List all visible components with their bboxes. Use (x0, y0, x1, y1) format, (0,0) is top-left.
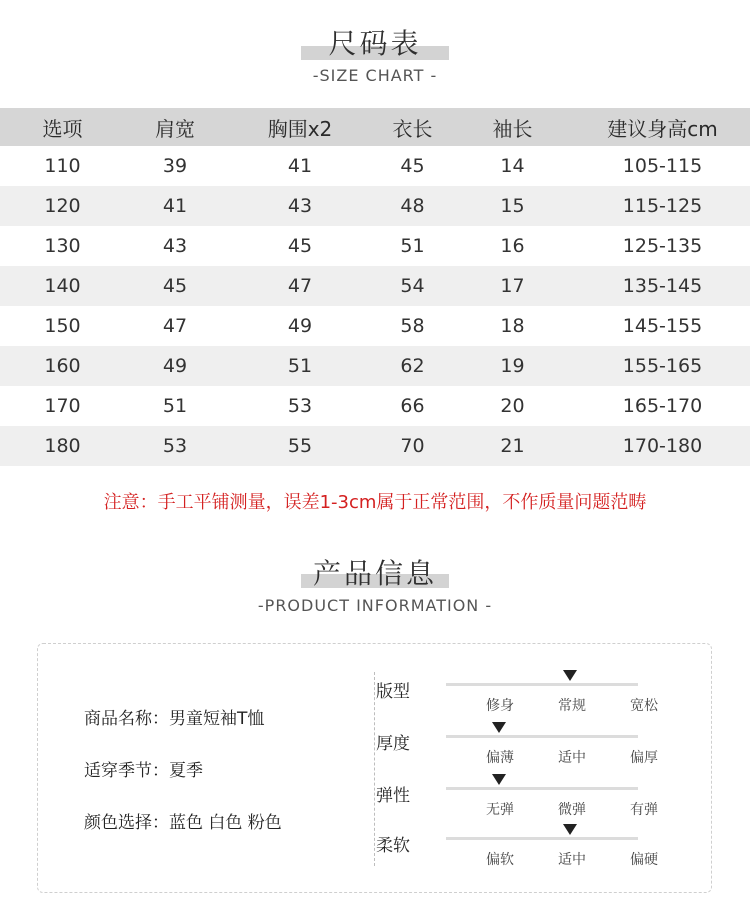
scale-label: 版型 (376, 682, 410, 702)
table-row (0, 146, 750, 186)
scale-option: 适中 (558, 750, 586, 766)
table-row (0, 186, 750, 226)
table-row (0, 386, 750, 426)
table-cell: 47 (162, 315, 188, 337)
scale-marker-icon (492, 774, 506, 785)
table-cell: 130 (44, 235, 81, 257)
scale-option: 有弹 (630, 802, 658, 818)
scale-option: 偏厚 (630, 750, 658, 766)
column-header: 胸围x2 (267, 116, 333, 141)
product-colors: 颜色选择：蓝色 白色 粉色 (84, 813, 282, 833)
table-cell: 155-165 (622, 355, 703, 377)
table-cell: 41 (162, 195, 188, 217)
scale-option: 无弹 (486, 802, 514, 818)
scale-label: 厚度 (376, 734, 410, 754)
table-cell: 135-145 (622, 275, 703, 297)
table-cell: 49 (287, 315, 313, 337)
table-cell: 48 (400, 195, 425, 217)
product-info-title: 产品信息 (312, 557, 437, 590)
table-cell: 58 (400, 315, 425, 337)
product-info-subtitle: -PRODUCT INFORMATION - (257, 596, 493, 615)
table-cell: 115-125 (622, 195, 703, 217)
product-info-heading (0, 552, 750, 615)
table-cell: 20 (500, 395, 525, 417)
table-row (0, 426, 750, 466)
scale-option: 偏硬 (630, 852, 658, 868)
scale-track (446, 787, 638, 790)
column-header: 建议身高cm (607, 116, 718, 141)
table-cell: 180 (44, 435, 81, 457)
table-cell: 19 (500, 355, 525, 377)
table-cell: 45 (162, 275, 188, 297)
column-header: 衣长 (392, 116, 433, 141)
product-details (84, 704, 282, 860)
table-cell: 53 (162, 435, 188, 457)
scale-option: 宽松 (630, 698, 658, 714)
size-chart-heading (0, 22, 750, 85)
scale-track (446, 683, 638, 686)
scale-label: 柔软 (376, 836, 410, 856)
table-cell: 160 (44, 355, 81, 377)
size-chart-title: 尺码表 (328, 27, 422, 60)
vertical-divider (374, 672, 375, 866)
table-cell: 170 (44, 395, 81, 417)
table-cell: 14 (500, 155, 525, 177)
table-row (0, 266, 750, 306)
table-cell: 62 (400, 355, 425, 377)
table-cell: 16 (500, 235, 525, 257)
product-season: 适穿季节：夏季 (84, 761, 203, 781)
table-cell: 53 (287, 395, 313, 417)
table-cell: 41 (287, 155, 313, 177)
table-cell: 51 (162, 395, 188, 417)
scale-marker-icon (563, 824, 577, 835)
table-cell: 55 (287, 435, 313, 457)
table-row (0, 226, 750, 266)
table-cell: 165-170 (622, 395, 703, 417)
scale-option: 适中 (558, 852, 586, 868)
table-cell: 17 (500, 275, 525, 297)
scale-option: 微弹 (558, 802, 586, 818)
table-row (0, 306, 750, 346)
table-cell: 49 (162, 355, 188, 377)
scale-track (446, 837, 638, 840)
table-cell: 150 (44, 315, 81, 337)
size-table (0, 108, 750, 466)
scale-thickness (376, 729, 666, 769)
product-name: 商品名称：男童短袖T恤 (84, 709, 265, 729)
column-header: 肩宽 (155, 116, 195, 141)
table-cell: 140 (44, 275, 81, 297)
table-cell: 54 (400, 275, 425, 297)
size-chart-subtitle: -SIZE CHART - (312, 66, 438, 85)
scale-option: 偏软 (486, 852, 514, 868)
table-cell: 43 (287, 195, 313, 217)
table-header-row (0, 108, 750, 146)
table-cell: 47 (287, 275, 313, 297)
table-cell: 45 (287, 235, 313, 257)
scale-fit (376, 677, 666, 717)
table-cell: 15 (500, 195, 525, 217)
table-row (0, 346, 750, 386)
table-cell: 66 (400, 395, 425, 417)
scale-elasticity (376, 781, 666, 821)
table-cell: 45 (400, 155, 425, 177)
size-chart-title-wrap (328, 22, 421, 62)
table-cell: 125-135 (622, 235, 703, 257)
column-header: 袖长 (492, 116, 533, 141)
table-cell: 110 (44, 155, 81, 177)
scale-option: 偏薄 (486, 750, 514, 766)
table-cell: 51 (287, 355, 313, 377)
scale-option: 常规 (558, 698, 586, 714)
table-cell: 120 (44, 195, 81, 217)
measurement-notice: 注意：手工平铺测量，误差1-3cm属于正常范围，不作质量问题范畴 (103, 492, 647, 513)
scale-marker-icon (563, 670, 577, 681)
column-header: 选项 (42, 116, 83, 141)
table-cell: 51 (400, 235, 425, 257)
table-cell: 39 (162, 155, 188, 177)
table-cell: 70 (400, 435, 425, 457)
table-cell: 105-115 (622, 155, 703, 177)
scale-track (446, 735, 638, 738)
product-info-title-wrap (313, 552, 437, 592)
table-cell: 170-180 (622, 435, 703, 457)
scale-marker-icon (492, 722, 506, 733)
scale-softness (376, 831, 666, 871)
table-cell: 18 (500, 315, 525, 337)
scale-label: 弹性 (376, 786, 410, 806)
table-cell: 43 (162, 235, 188, 257)
table-cell: 21 (500, 435, 525, 457)
table-cell: 145-155 (622, 315, 703, 337)
scale-option: 修身 (486, 698, 514, 714)
